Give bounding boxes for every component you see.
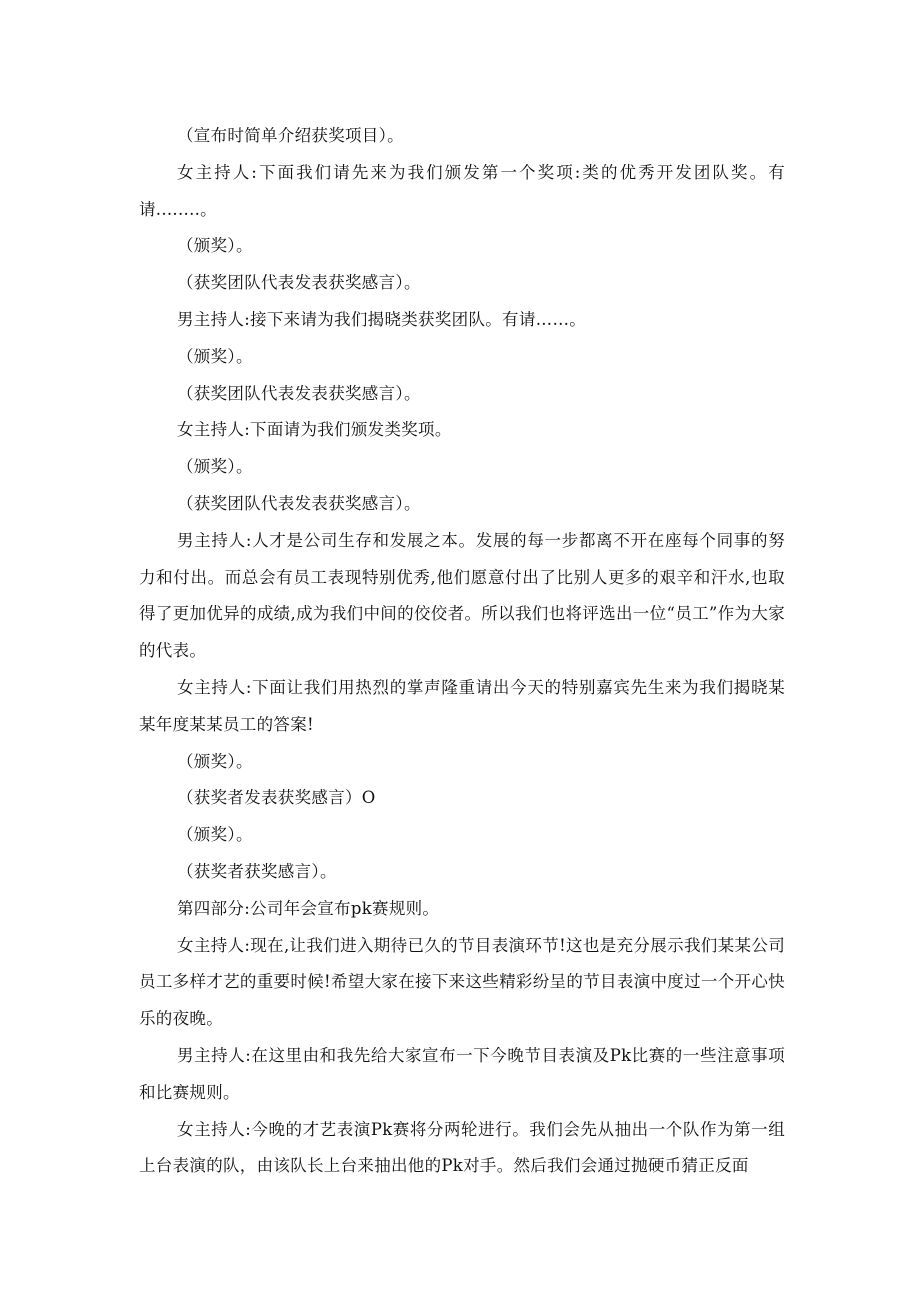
paragraph: （获奖团队代表发表获奖感言）。 bbox=[177, 383, 421, 403]
paragraph: （获奖者发表获奖感言）O bbox=[177, 788, 376, 808]
paragraph: （宣布时简单介绍获奖项目）。 bbox=[177, 126, 404, 145]
paragraph: 女主持人:今晚的才艺表演Pk赛将分两轮进行。我们会先从抽出一个队作为第一组上台表演的队，由该队长上台来抽出他的Pk对手。然后我们会通过抛硬币猜正反面 bbox=[139, 1119, 785, 1176]
paragraph: （获奖者获奖感言）。 bbox=[177, 861, 337, 881]
paragraph: （颁奖）。 bbox=[177, 751, 253, 771]
paragraph: （获奖团队代表发表获奖感言）。 bbox=[177, 273, 421, 293]
paragraph: （获奖团队代表发表获奖感言）。 bbox=[177, 493, 421, 513]
paragraph: （颁奖）。 bbox=[177, 825, 253, 845]
document-body bbox=[139, 118, 785, 1185]
paragraph: 女主持人:下面请为我们颁发类奖项。 bbox=[177, 420, 452, 440]
paragraph: 男主持人:接下来请为我们揭晓类获奖团队。有请……。 bbox=[177, 309, 587, 329]
section-heading: 第四部分:公司年会宣布pk赛规则。 bbox=[177, 898, 440, 918]
paragraph: 男主持人:在这里由和我先给大家宣布一下今晚节目表演及Pk比赛的一些注意事项和比赛规则。 bbox=[139, 1045, 785, 1102]
paragraph: （颁奖）。 bbox=[177, 346, 253, 366]
paragraph: 女主持人:下面我们请先来为我们颁发第一个奖项:类的优秀开发团队奖。有请........。 bbox=[139, 162, 785, 219]
paragraph: 女主持人:现在,让我们进入期待已久的节目表演环节!这也是充分展示我们某某公司员工多样才艺的重要时候!希望大家在接下来这些精彩纷呈的节目表演中度过一个开心快乐的夜晚。 bbox=[139, 935, 785, 1029]
paragraph: 女主持人:下面让我们用热烈的掌声隆重请出今天的特别嘉宾先生来为我们揭晓某某年度某某员工的答案! bbox=[139, 677, 785, 734]
paragraph: 男主持人:人才是公司生存和发展之本。发展的每一步都离不开在座每个同事的努力和付出。而总会有员工表现特别优秀,他们愿意付出了比别人更多的艰辛和汗水,也取得了更加优异的成绩,成为我们中间的佼佼者。所以我们也将评选出一位“员工”作为大家的代表。 bbox=[139, 530, 785, 661]
paragraph: （颁奖）。 bbox=[177, 457, 253, 477]
paragraph: （颁奖）。 bbox=[177, 236, 253, 256]
